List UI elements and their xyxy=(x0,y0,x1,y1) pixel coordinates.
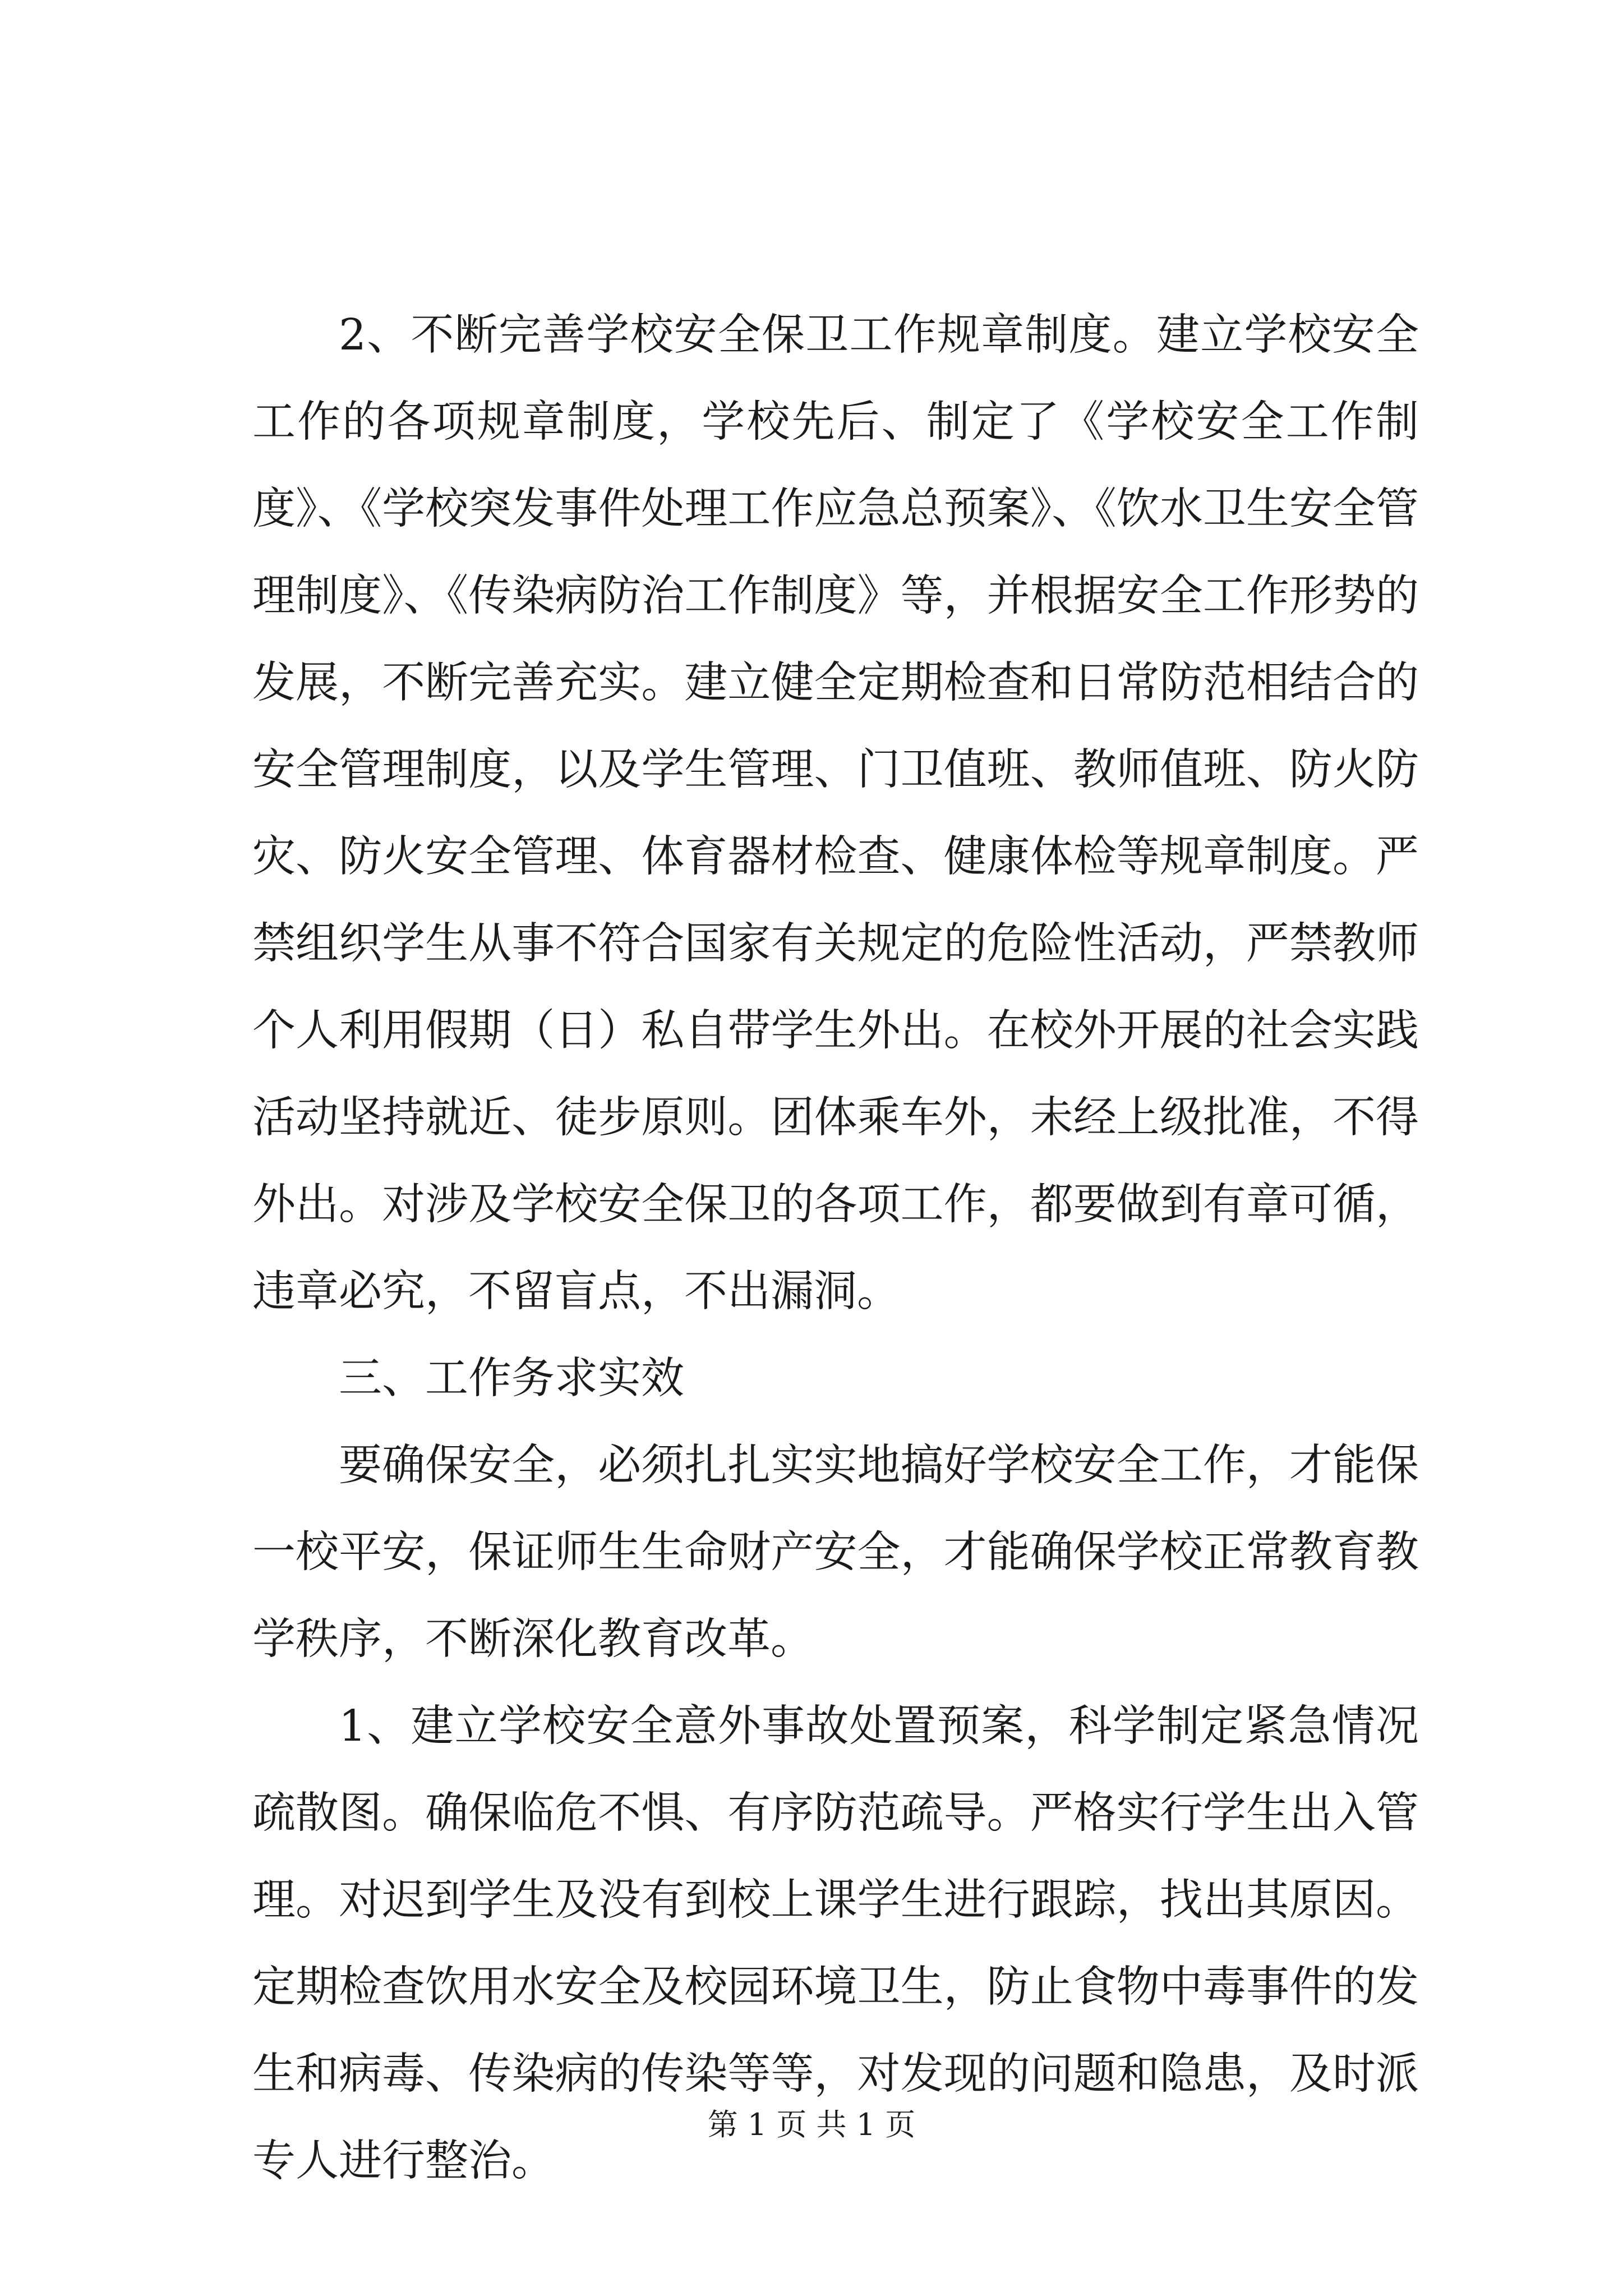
paragraph-emergency-plan: 1、建立学校安全意外事故处置预案，科学制定紧急情况疏散图。确保临危不惧、有序防范疏导。严格实行学生出入管理。对迟到学生及没有到校上课学生进行跟踪，找出其原因。定期检查饮用水安全及校园环境卫生，防止食物中毒事件的发生和病毒、传染病的传染等等，对发现的问题和隐患，及时派专人进行整治。 xyxy=(252,1701,1419,2186)
page-footer: 第 1 页 共 1 页 xyxy=(707,2107,916,2142)
document-body xyxy=(252,292,1419,2205)
paragraph-ensure-safety: 要确保安全，必须扎扎实实地搞好学校安全工作，才能保一校平安，保证师生生命财产安全，才能确保学校正常教育教学秩序，不断深化教育改革。 xyxy=(252,1441,1419,1664)
section-heading-effectiveness: 三、工作务求实效 xyxy=(339,1354,684,1404)
paragraph-rules-regulations: 2、不断完善学校安全保卫工作规章制度。建立学校安全工作的各项规章制度，学校先后、制定了《学校安全工作制度》、《学校突发事件处理工作应急总预案》、《饮水卫生安全管理制度》、《传染病防治工作制度》等，并根据安全工作形势的发展，不断完善充实。建立健全定期检查和日常防范相结合的安全管理制度，以及学生管理、门卫值班、教师值班、防火防灾、防火安全管理、体育器材检查、健康体检等规章制度。严禁组织学生从事不符合国家有关规定的危险性活动，严禁教师个人利用假期（日）私自带学生外出。在校外开展的社会实践活动坚持就近、徒步原则。团体乘车外，未经上级批准，不得外出。对涉及学校安全保卫的各项工作，都要做到有章可循，违章必究，不留盲点，不出漏洞。 xyxy=(252,310,1419,1317)
